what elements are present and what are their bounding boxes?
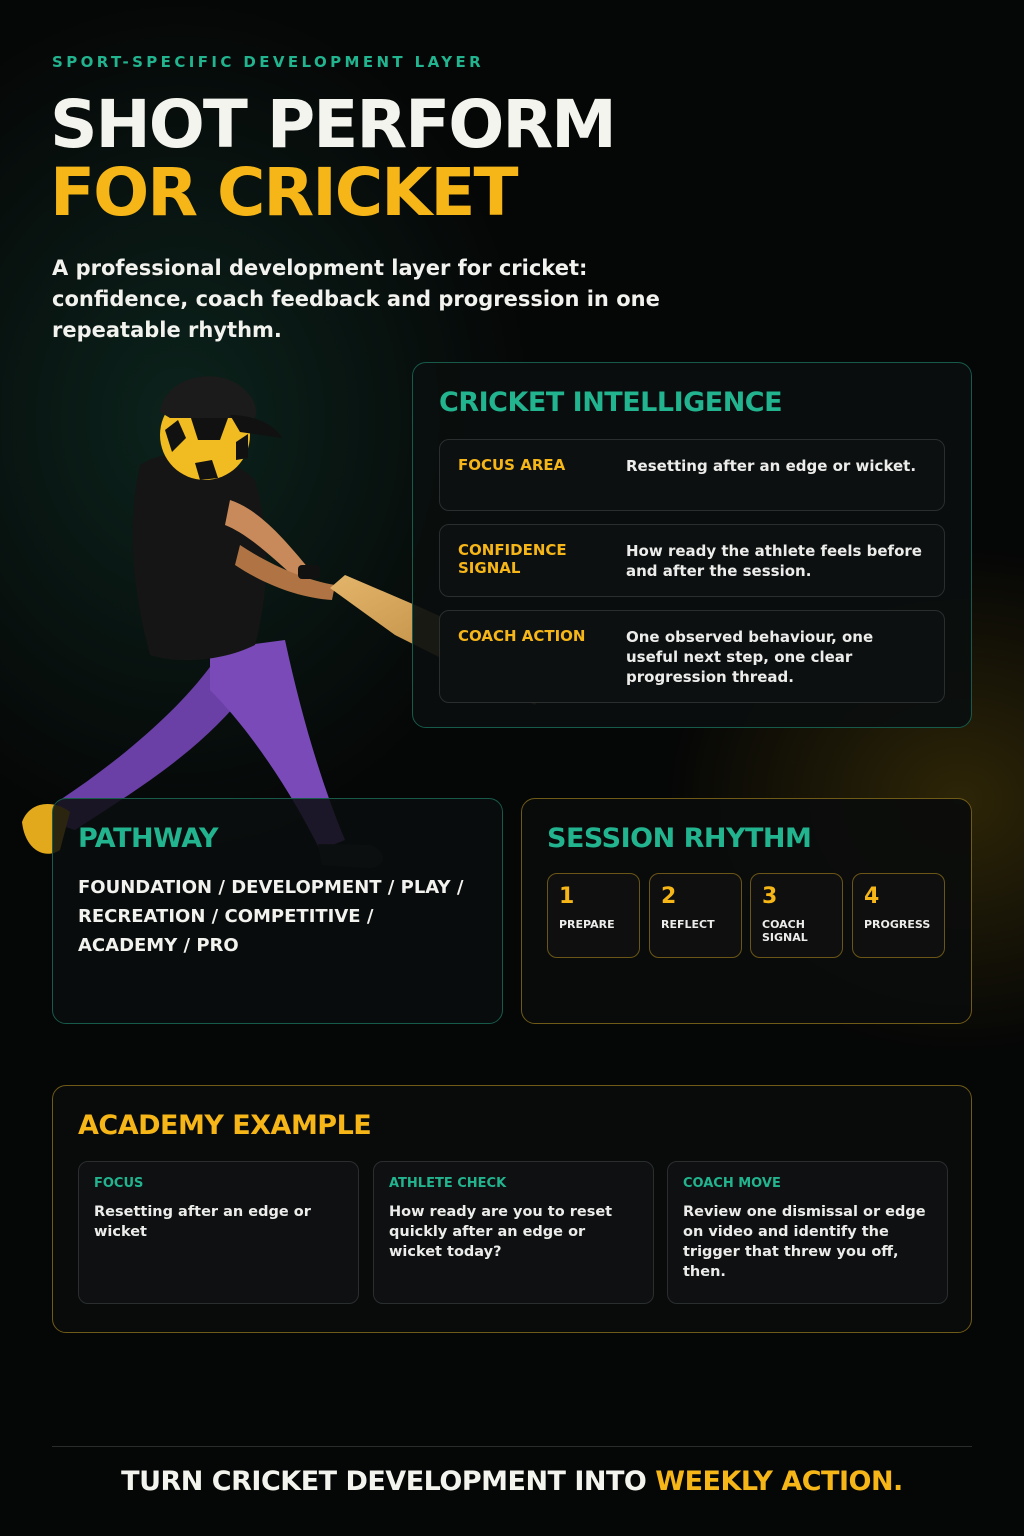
intel-row-coach-action (439, 610, 945, 703)
step-name: PROGRESS (864, 918, 931, 931)
academy-box-value: How ready are you to reset quickly after an edge or wicket today? (389, 1204, 613, 1260)
rhythm-step-coach-signal (750, 873, 843, 958)
rhythm-step-progress (852, 873, 945, 958)
footer-divider (52, 1446, 972, 1447)
step-number: 4 (864, 884, 880, 909)
footer-tagline (0, 1466, 1024, 1497)
intel-value: One observed behaviour, one useful next step, one clear progression thread. (626, 628, 874, 686)
cricket-intelligence-card (412, 362, 972, 728)
session-rhythm-title: SESSION RHYTHM (547, 823, 812, 854)
academy-box-label: FOCUS (94, 1176, 144, 1191)
eyebrow-label: SPORT-SPECIFIC DEVELOPMENT LAYER (52, 53, 485, 71)
intel-row-focus-area (439, 439, 945, 511)
pathway-levels: FOUNDATION / DEVELOPMENT / PLAY / RECREATION / COMPETITIVE / ACADEMY / PRO (78, 877, 464, 956)
rhythm-step-prepare (547, 873, 640, 958)
academy-box-label: COACH MOVE (683, 1176, 781, 1191)
academy-athlete-check-box (373, 1161, 654, 1304)
footer-tagline-main: TURN CRICKET DEVELOPMENT INTO (121, 1466, 656, 1497)
intel-label: COACH ACTION (458, 627, 586, 645)
intel-label: FOCUS AREA (458, 456, 566, 474)
academy-coach-move-box (667, 1161, 948, 1304)
page-title-line-2: FOR CRICKET (50, 154, 517, 231)
step-number: 3 (762, 884, 778, 909)
academy-example-card (52, 1085, 972, 1333)
step-name: COACH SIGNAL (762, 918, 808, 944)
intel-row-confidence-signal (439, 524, 945, 597)
session-rhythm-card (521, 798, 972, 1024)
intro-text: A professional development layer for cricket: confidence, coach feedback and progression in one repeatable rhythm. (52, 256, 660, 342)
pathway-title: PATHWAY (78, 823, 219, 854)
intelligence-title: CRICKET INTELLIGENCE (439, 387, 783, 418)
academy-box-label: ATHLETE CHECK (389, 1176, 507, 1191)
step-name: PREPARE (559, 918, 615, 931)
academy-focus-box (78, 1161, 359, 1304)
step-number: 2 (661, 884, 677, 909)
intel-value: Resetting after an edge or wicket. (626, 457, 917, 475)
step-number: 1 (559, 884, 575, 909)
rhythm-step-reflect (649, 873, 742, 958)
academy-title: ACADEMY EXAMPLE (78, 1110, 372, 1141)
pathway-card (52, 798, 503, 1024)
intel-label: CONFIDENCE SIGNAL (458, 541, 567, 577)
footer-tagline-highlight: WEEKLY ACTION. (655, 1466, 903, 1497)
academy-box-value: Review one dismissal or edge on video and identify the trigger that threw you off, then. (683, 1204, 926, 1280)
page-title-line-1: SHOT PERFORM (50, 86, 615, 163)
academy-box-value: Resetting after an edge or wicket (94, 1204, 311, 1240)
intel-value: How ready the athlete feels before and after the session. (626, 542, 922, 580)
step-name: REFLECT (661, 918, 715, 931)
